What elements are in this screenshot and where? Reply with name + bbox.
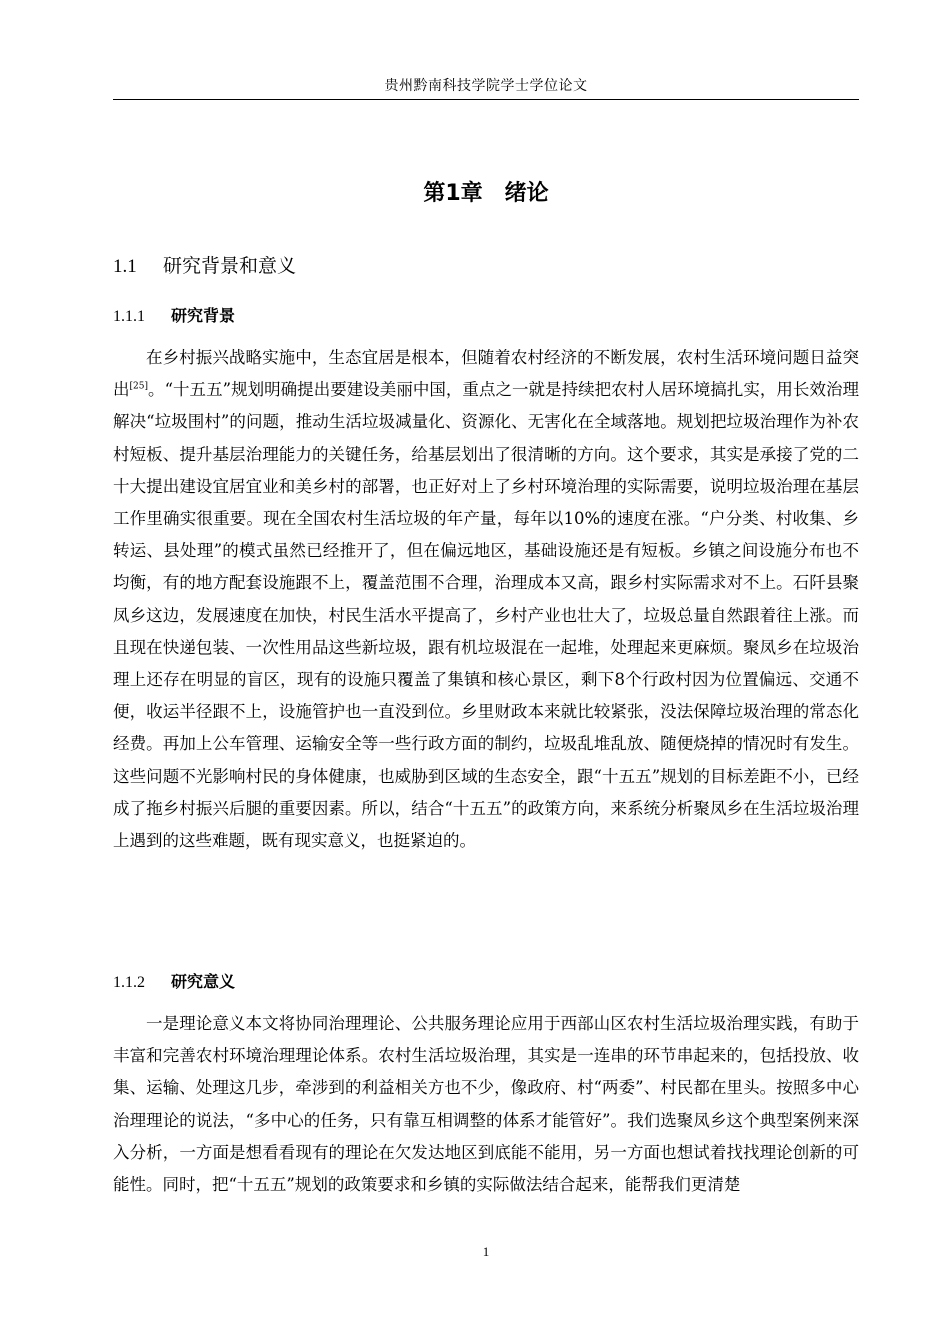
paragraph-research-background [113,342,859,857]
section-heading-1-1 [113,253,859,280]
paragraph-text: 在乡村振兴战略实施中，生态宜居是根本，但随着农村经济的不断发展，农村生活环境问题日益突出 [113,348,859,400]
paragraph-text: 。“十五五”规划明确提出要建设美丽中国，重点之一就是持续把农村人居环境搞扎实，用长效治理解决“垃圾围村”的问题，推动生活垃圾减量化、资源化、无害化在全域落地。规划把垃圾治理作为补农村短板、提升基层治理能力的关键任务，给基层划出了很清晰的方向。这个要求，其实是承接了党的二十大提出建设宜居宜业和美乡村的部署，也正好对上了乡村环境治理的实际需要，说明垃圾治理在基层工作里确实很重要。现在全国农村生活垃圾的年产量，每年以10%的速度在涨。“户分类、村收集、乡转运、县处理”的模式虽然已经推开了，但在偏远地区，基础设施还是有短板。乡镇之间设施分布也不均衡，有的地方配套设施跟不上，覆盖范围不合理，治理成本又高，跟乡村实际需求对不上。石阡县聚凤乡这边，发展速度在加快，村民生活水平提高了，乡村产业也壮大了，垃圾总量自然跟着往上涨。而且现在快递包装、一次性用品这些新垃圾，跟有机垃圾混在一起堆，处理起来更麻烦。聚凤乡在垃圾治理上还存在明显的盲区，现有的设施只覆盖了集镇和核心景区，剩下8个行政村因为位置偏远、交通不便，收运半径跟不上，设施管护也一直没到位。乡里财政本来就比较紧张，没法保障垃圾治理的常态化经费。再加上公车管理、运输安全等一些行政方面的制约，垃圾乱堆乱放、随便烧掉的情况时有发生。这些问题不光影响村民的身体健康，也威胁到区域的生态安全，跟“十五五”规划的目标差距不小，已经成了拖乡村振兴后腿的重要因素。所以，结合“十五五”的政策方向，来系统分析聚凤乡在生活垃圾治理上遇到的这些难题，既有现实意义，也挺紧迫的。 [113,380,860,851]
subsection-heading-1-1-2 [113,971,859,994]
subsection-title: 研究背景 [171,306,236,325]
running-header: 贵州黔南科技学院学士学位论文 [384,78,588,94]
citation-marker: [25] [129,381,149,392]
page-number: 1 [482,1244,490,1259]
subsection-number: 1.1.1 [113,308,145,325]
subsection-number: 1.1.2 [113,974,145,991]
subsection-title: 研究意义 [171,972,236,991]
chapter-title: 第1章 绪论 [423,181,549,206]
header-rule [113,99,859,100]
section-number: 1.1 [113,256,137,277]
paragraph-research-significance: 一是理论意义本文将协同治理理论、公共服务理论应用于西部山区农村生活垃圾治理实践，有助于丰富和完善农村环境治理理论体系。农村生活垃圾治理，其实是一连串的环节串起来的，包括投放、收集、运输、处理这几步，牵涉到的利益相关方也不少，像政府、村“两委”、村民都在里头。按照多中心治理理论的说法，“多中心的任务，只有靠互相调整的体系才能管好”。我们选聚凤乡这个典型案例来深入分析，一方面是想看看现有的理论在欠发达地区到底能不能用，另一方面也想试着找找理论创新的可能性。同时，把“十五五”规划的政策要求和乡镇的实际做法结合起来，能帮我们更清楚 [113,1014,859,1195]
subsection-heading-1-1-1 [113,305,859,328]
section-title: 研究背景和意义 [163,255,297,277]
